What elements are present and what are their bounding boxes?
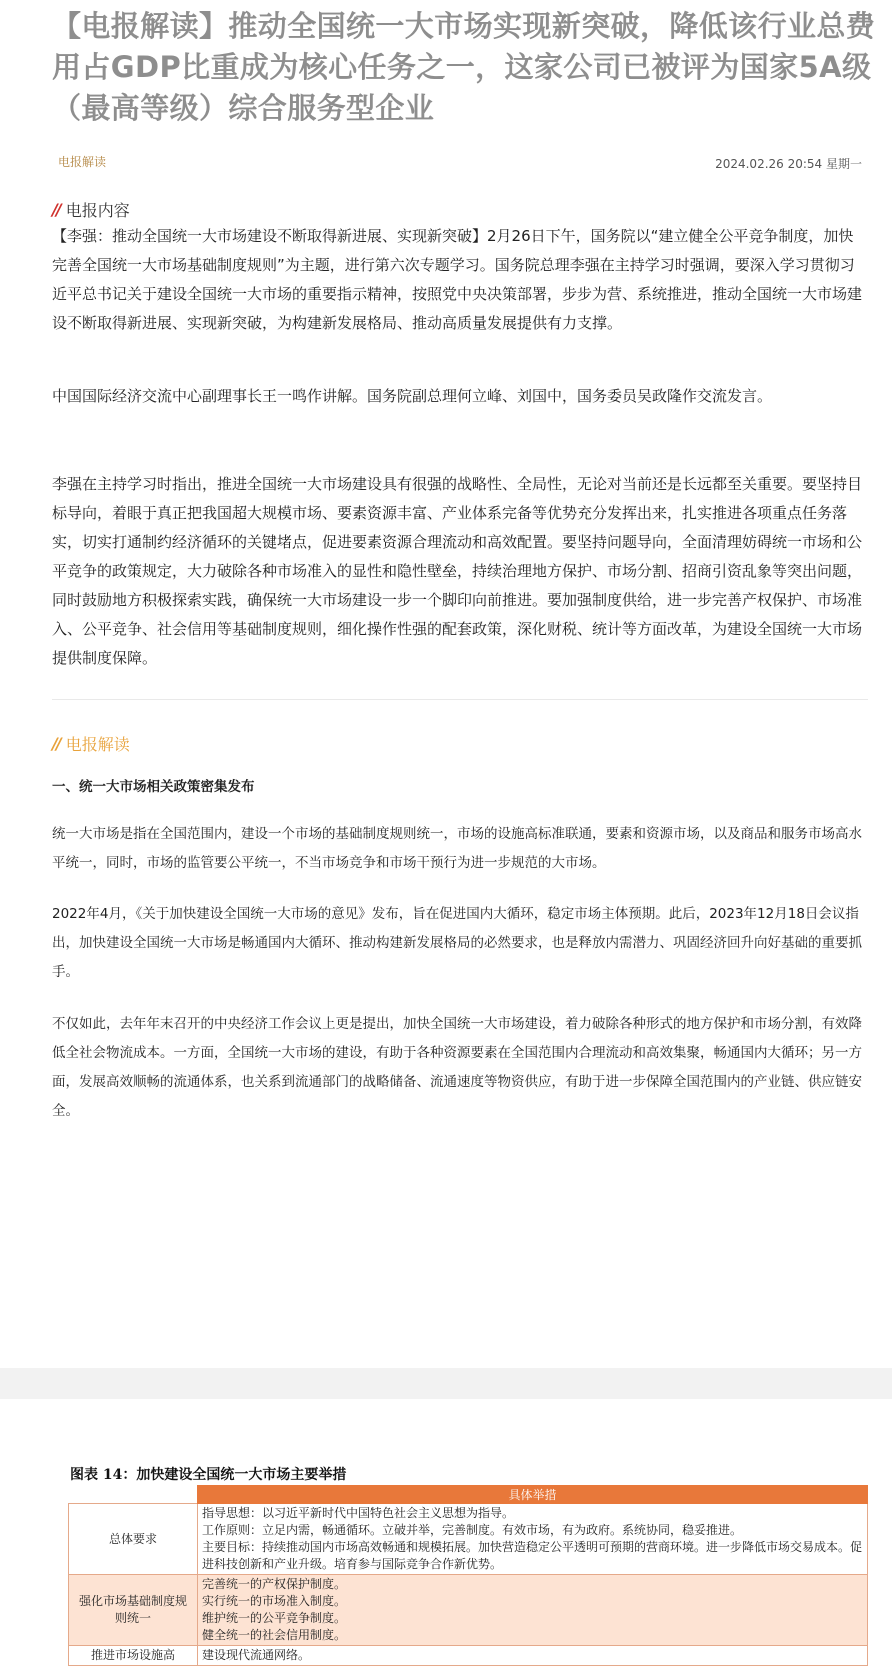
table-row <box>69 1575 868 1646</box>
table-row-content <box>198 1504 868 1575</box>
figure-title: 图表 14：加快建设全国统一大市场主要举措 <box>70 1467 347 1483</box>
article-title: 【电报解读】推动全国统一大市场实现新突破，降低该行业总费用占GDP比重成为核心任务之一，这家公司已被评为国家5A级（最高等级）综合服务型企业 <box>52 9 876 125</box>
measures-table <box>68 1485 868 1666</box>
section-divider <box>52 699 868 700</box>
content-paragraph: 李强在主持学习时指出，推进全国统一大市场建设具有很强的战略性、全局性，无论对当前还是长远都至关重要。要坚持目标导向，着眼于真正把我国超大规模市场、要素资源丰富、产业体系完备等优势充分发挥出来，扎实推进各项重点任务落实，切实打通制约经济循环的关键堵点，促进要素资源合理流动和高效配置。要坚持问题导向，全面清理妨碍统一市场和公平竞争的政策规定，大力破除各种市场准入的显性和隐性壁垒，持续治理地方保护、市场分割、招商引资乱象等突出问题，同时鼓励地方积极探索实践，确保统一大市场建设一步一个脚印向前推进。要加强制度供给，进一步完善产权保护、市场准入、公平竞争、社会信用等基础制度规则，细化操作性强的配套政策，深化财税、统计等方面改革，为建设全国统一大市场提供制度保障。 <box>52 475 863 667</box>
table-row-label: 强化市场基础制度规则统一 <box>69 1575 198 1646</box>
table-header-blank <box>69 1486 198 1504</box>
content-separator-band <box>0 1368 892 1399</box>
analysis-subheading: 一、统一大市场相关政策密集发布 <box>52 779 255 795</box>
table-line: 维护统一的公平竞争制度。 <box>202 1611 347 1625</box>
publish-datetime: 2024.02.26 20:54 星期一 <box>715 157 862 171</box>
category-tag[interactable]: 电报解读 <box>58 155 107 169</box>
table-row-label: 推进市场设施高 <box>69 1646 198 1666</box>
table-row-content <box>198 1575 868 1646</box>
table-row <box>69 1646 868 1666</box>
content-paragraph: 中国国际经济交流中心副理事长王一鸣作讲解。国务院副总理何立峰、刘国中，国务委员吴政隆作交流发言。 <box>52 387 773 405</box>
table-row-label: 总体要求 <box>69 1504 198 1575</box>
section-heading-content <box>52 198 130 221</box>
section-heading-analysis <box>52 732 130 755</box>
table-header-row <box>69 1486 868 1504</box>
section-heading-label: 电报解读 <box>65 735 130 754</box>
table-row-content <box>198 1646 868 1666</box>
analysis-paragraph: 统一大市场是指在全国范围内，建设一个市场的基础制度规则统一，市场的设施高标准联通，要素和资源市场，以及商品和服务市场高水平统一，同时，市场的监管要公平统一，不当市场竞争和市场干预行为进一步规范的大市场。 <box>52 826 862 871</box>
section-mark-icon: // <box>52 200 60 219</box>
section-heading-label: 电报内容 <box>65 201 130 220</box>
table-row <box>69 1504 868 1575</box>
table-line: 指导思想：以习近平新时代中国特色社会主义思想为指导。 <box>202 1506 515 1520</box>
analysis-paragraph: 不仅如此，去年年末召开的中央经济工作会议上更是提出，加快全国统一大市场建设，着力破除各种形式的地方保护和市场分割，有效降低全社会物流成本。一方面，全国统一大市场的建设，有助于各种资源要素在全国范围内合理流动和高效集聚，畅通国内大循环；另一方面，发展高效顺畅的流通体系，也关系到流通部门的战略储备、流通速度等物资供应，有助于进一步保障全国范围内的产业链、供应链安全。 <box>52 1016 862 1119</box>
table-line: 完善统一的产权保护制度。 <box>202 1577 347 1591</box>
table-line: 主要目标：持续推动国内市场高效畅通和规模拓展。加快营造稳定公平透明可预期的营商环境。进一步降低市场交易成本。促进科技创新和产业升级。培育参与国际竞争合作新优势。 <box>202 1540 863 1571</box>
table-line: 建设现代流通网络。 <box>202 1648 311 1662</box>
content-paragraph: 【李强：推动全国统一大市场建设不断取得新进展、实现新突破】2月26日下午，国务院以“建立健全公平竞争制度，加快完善全国统一大市场基础制度规则”为主题，进行第六次专题学习。国务院总理李强在主持学习时强调，要深入学习贯彻习近平总书记关于建设全国统一大市场的重要指示精神，按照党中央决策部署，步步为营、系统推进，推动全国统一大市场建设不断取得新进展、实现新突破，为构建新发展格局、推动高质量发展提供有力支撑。 <box>52 227 863 332</box>
table-line: 实行统一的市场准入制度。 <box>202 1594 347 1608</box>
analysis-paragraph: 2022年4月，《关于加快建设全国统一大市场的意见》发布，旨在促进国内大循环，稳定市场主体预期。此后，2023年12月18日会议指出，加快建设全国统一大市场是畅通国内大循环、推动构建新发展格局的必然要求，也是释放内需潜力、巩固经济回升向好基础的重要抓手。 <box>52 906 862 980</box>
table-line: 工作原则：立足内需，畅通循环。立破并举，完善制度。有效市场，有为政府。系统协同，稳妥推进。 <box>202 1523 743 1537</box>
table-header-measures: 具体举措 <box>198 1486 868 1504</box>
table-line: 健全统一的社会信用制度。 <box>202 1628 347 1642</box>
section-mark-icon: // <box>52 734 60 753</box>
